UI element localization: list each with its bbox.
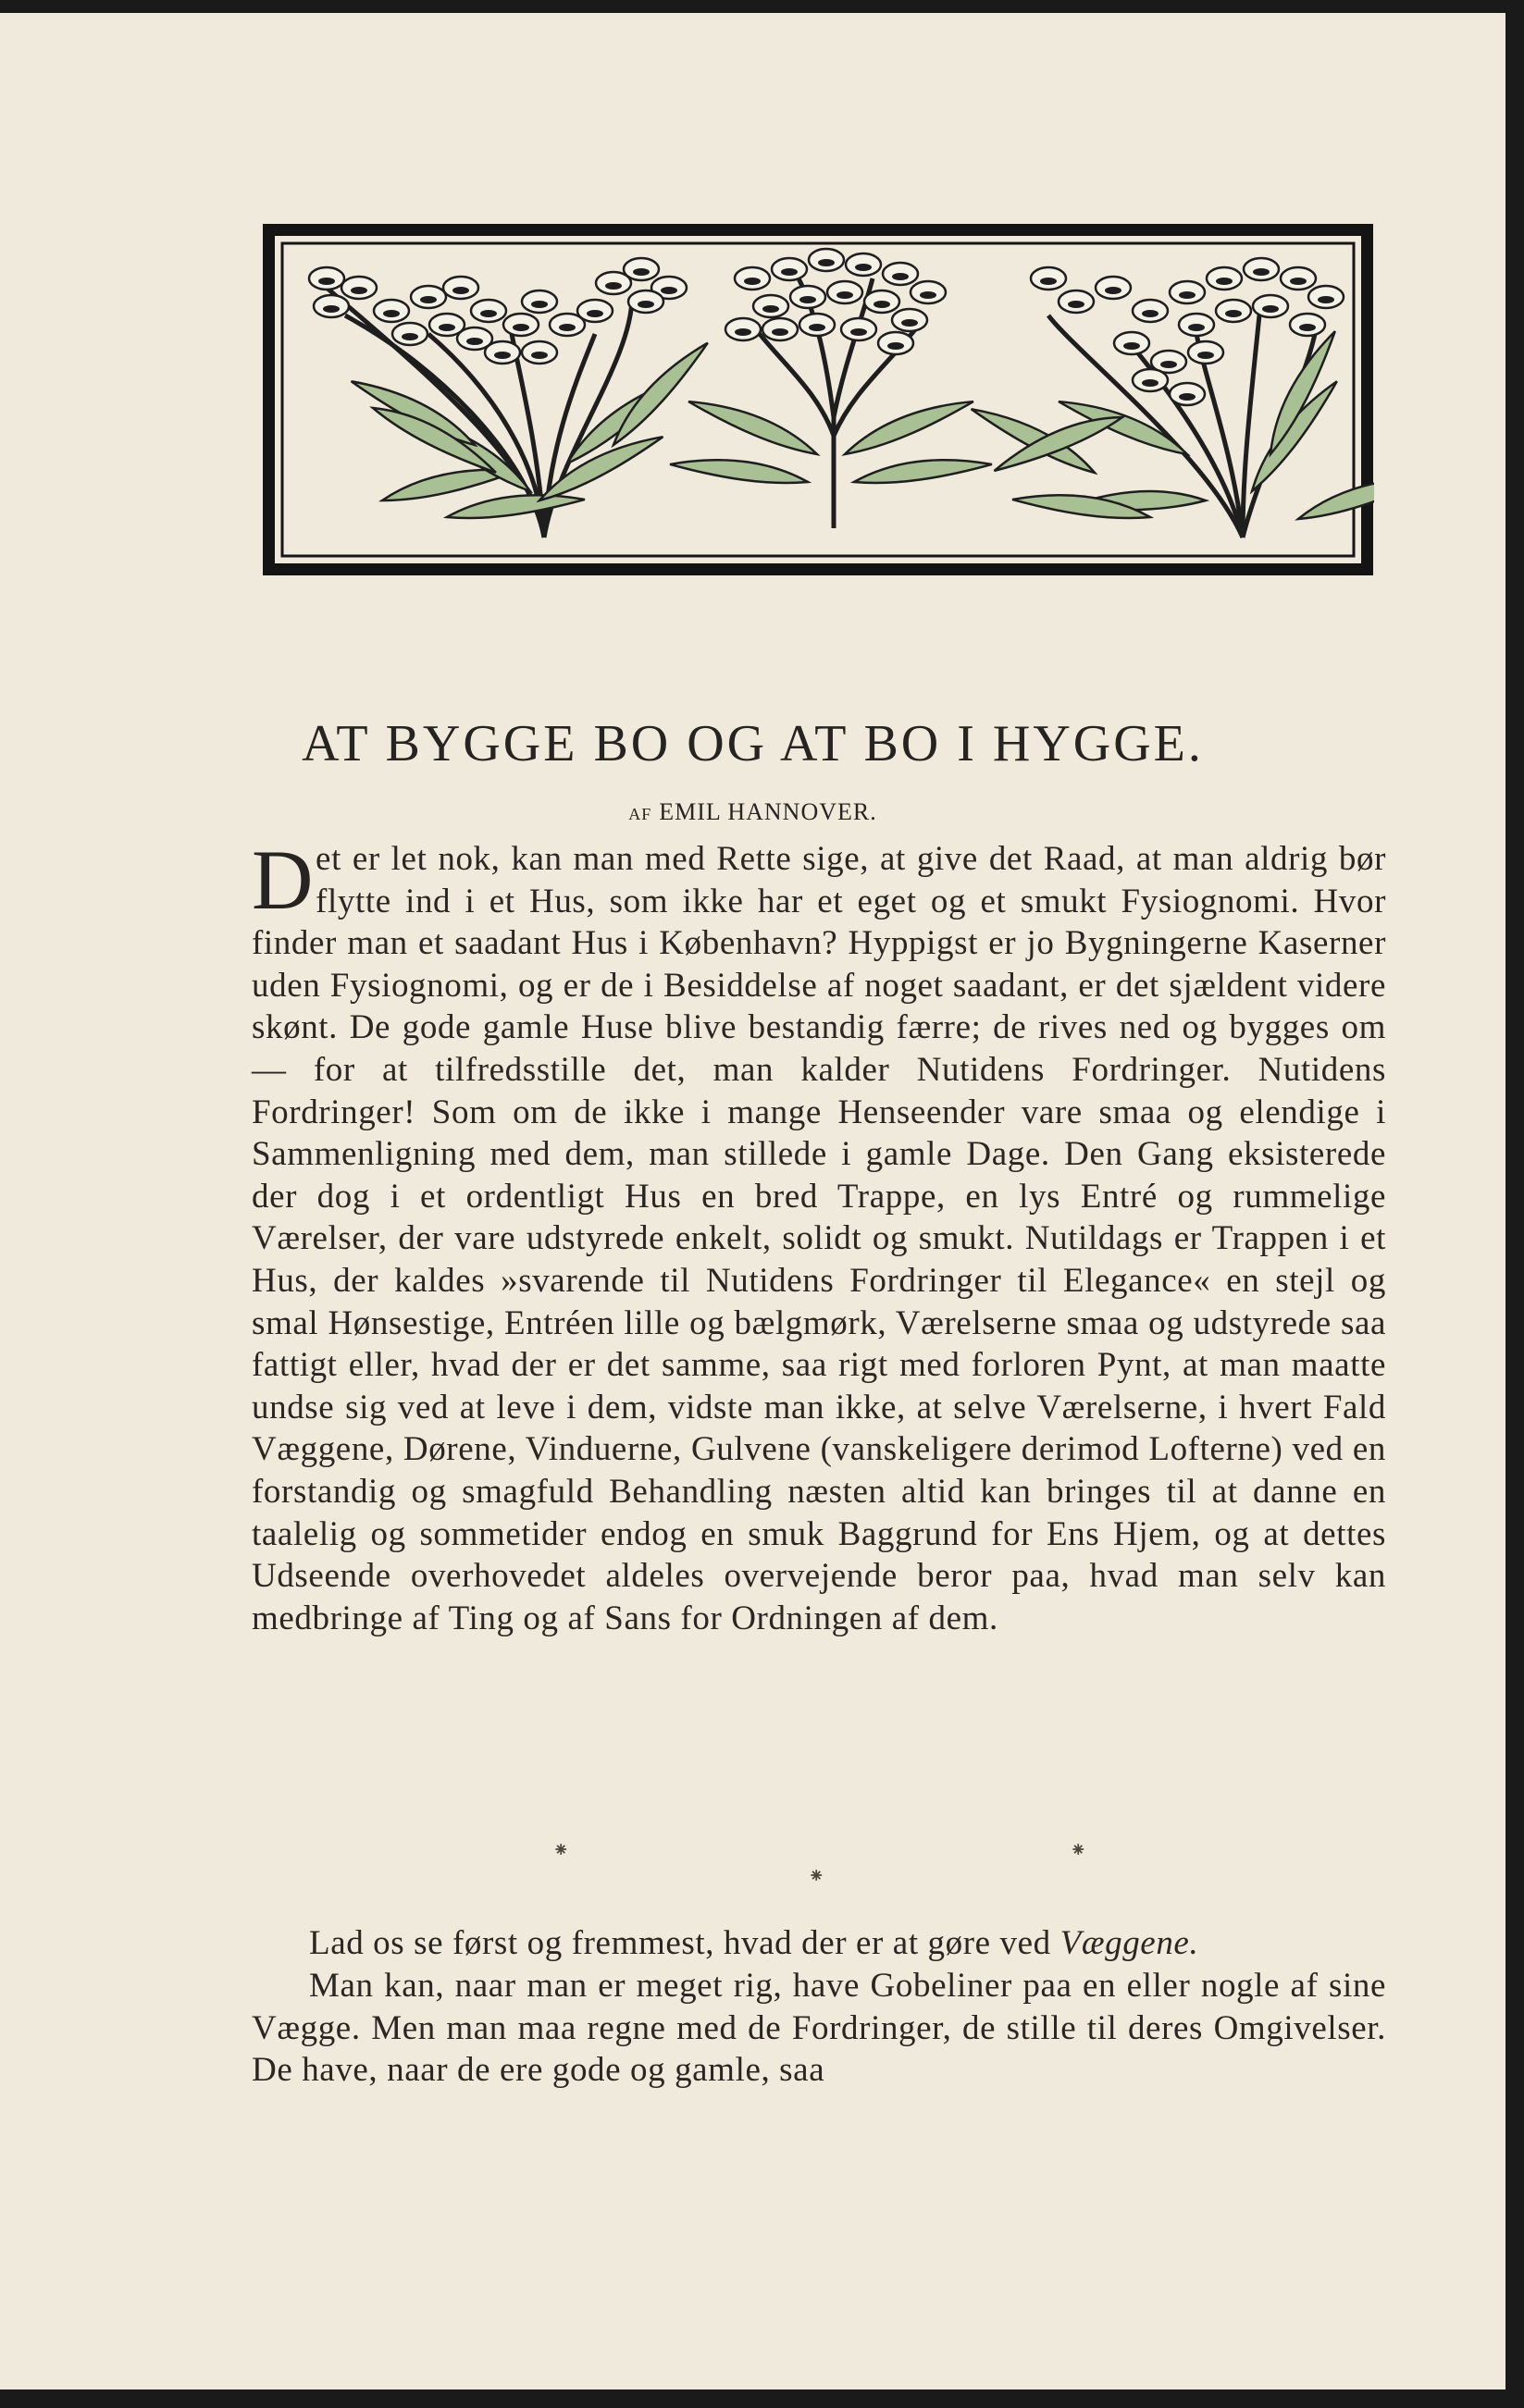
second-paragraph-text: Lad os se først og fremmest, hvad der er at gøre ved	[309, 1924, 1060, 1962]
third-paragraph-text: Man kan, naar man er meget rig, have Gobeliner paa en eller nogle af sine Vægge. Men man maa regne med de Fordringer, de stille til deres Omgivelser. De have, naar de ere gode og gamle, saa	[252, 1967, 1386, 2090]
second-paragraph-emphasis: Væggene.	[1059, 1924, 1199, 1962]
separator-star: ⁕	[1070, 1838, 1087, 1861]
second-paragraph	[252, 1922, 1386, 1965]
article-title: AT BYGGE BO OG AT BO I HYGGE.	[302, 715, 1204, 772]
opening-paragraph-text: et er let nok, kan man med Rette sige, at give det Raad, at man aldrig bør flytte ind i et Hus, som ikke har et eget og et smukt Fysiognomi. Hvor finder man et saadant Hus i København? Hyppigst er jo Bygningerne Kaserner uden Fysiognomi, og er de i Besiddelse af noget saadant, er det sjældent videre skønt. De gode gamle Huse blive bestandig færre; de rives ned og bygges om — for at tilfredsstille det, man kalder Nutidens Fordringer. Nutidens Fordringer! Som om de ikke i mange Henseender vare smaa og elendige i Sammenligning med dem, man stillede i gamle Dage. Den Gang eksisterede der dog i et ordentligt Hus en bred Trappe, en lys Entré og rummelige Værelser, der vare udstyrede enkelt, solidt og smukt. Nutildags er Trappen i et Hus, der kaldes »svarende til Nutidens Fordringer til Elegance« en stejl og smal Hønsestige, Entréen lille og bælgmørk, Værelserne smaa og udstyrede saa fattigt eller, hvad der er det samme, saa rigt med forloren Pynt, at man maatte undse sig ved at leve i dem, vidste man ikke, at selve Værelserne, i hvert Fald Væggene, Dørene, Vinduerne, Gulvene (vanskeligere derimod Lofterne) ved en forstandig og smagfuld Behandling næsten altid kan bringes til at danne en taalelig og sommetider endog en smuk Baggrund for Ens Hjem, og at dettes Udseende overhovedet aldeles overvejende beror paa, hvad man selv kan medbringe af Ting og af Sans for Ordningen af dem.	[252, 840, 1386, 1637]
section-separator	[0, 1838, 1505, 1894]
third-paragraph	[252, 1965, 1386, 2092]
opening-paragraph	[252, 833, 1386, 1639]
tansy-illustration	[262, 223, 1374, 576]
author-name: EMIL HANNOVER.	[659, 798, 877, 825]
byline	[0, 800, 1505, 824]
separator-star: ⁕	[808, 1864, 825, 1887]
book-page	[0, 13, 1505, 2389]
separator-star: ⁕	[552, 1838, 570, 1861]
byline-prefix: AF	[628, 805, 652, 823]
tansy-flower-banner	[262, 223, 1374, 576]
drop-cap: D	[252, 833, 315, 927]
